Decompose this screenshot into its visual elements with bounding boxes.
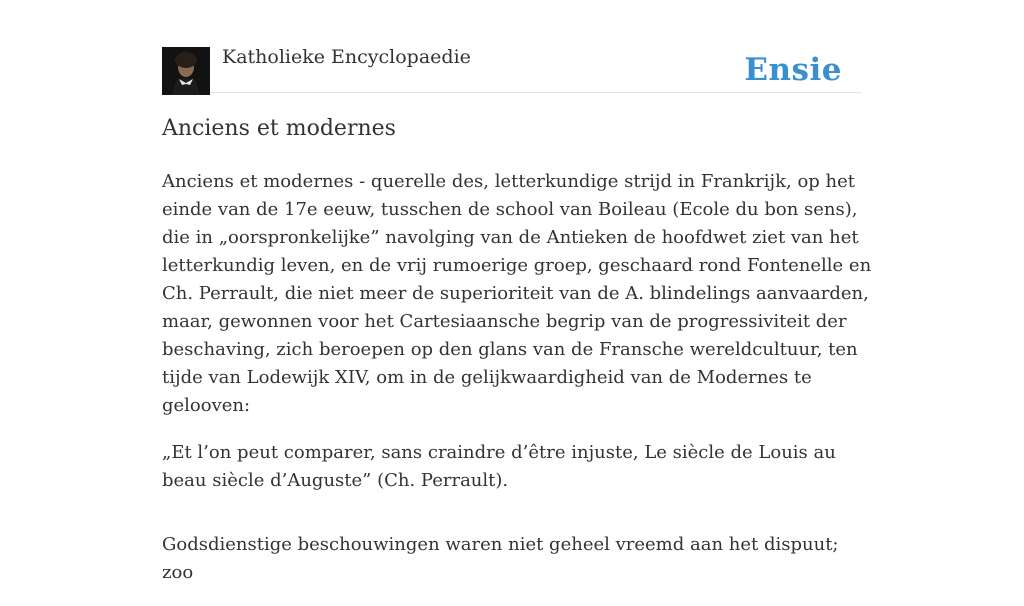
article-body [162, 168, 872, 606]
portrait-avatar-icon[interactable] [162, 47, 210, 95]
ensie-logo[interactable]: Ensie [744, 52, 842, 88]
article-paragraph: Anciens et modernes - querelle des, letterkundige strijd in Frankrijk, op het einde van de 17e eeuw, tusschen de school van Boileau (Ecole du bon sens), die in „oorspronkelijke” navolging van de Antieken de hoofdwet ziet van het letterkundig leven, en de vrij rumoerige groep, geschaard rond Fontenelle en Ch. Perrault, die niet meer de superioriteit van de A. blindelings aanvaarden, maar, gewonnen voor het Cartesiaansche begrip van de progressiviteit der beschaving, zich beroepen op den glans van de Fransche wereldcultuur, ten tijde van Lodewijk XIV, om in de gelijkwaardigheid van de Modernes te gelooven: [162, 171, 872, 416]
source-title[interactable]: Katholieke Encyclopaedie [222, 46, 471, 68]
site-header [162, 44, 862, 93]
article-paragraph: Godsdienstige beschouwingen waren niet geheel vreemd aan het dispuut; zoo [162, 534, 839, 583]
article-quote: „Et l’on peut comparer, sans craindre d’être injuste, Le siècle de Louis au beau siècle d’Auguste” (Ch. Perrault). [162, 442, 836, 491]
article-title: Anciens et modernes [162, 116, 396, 141]
